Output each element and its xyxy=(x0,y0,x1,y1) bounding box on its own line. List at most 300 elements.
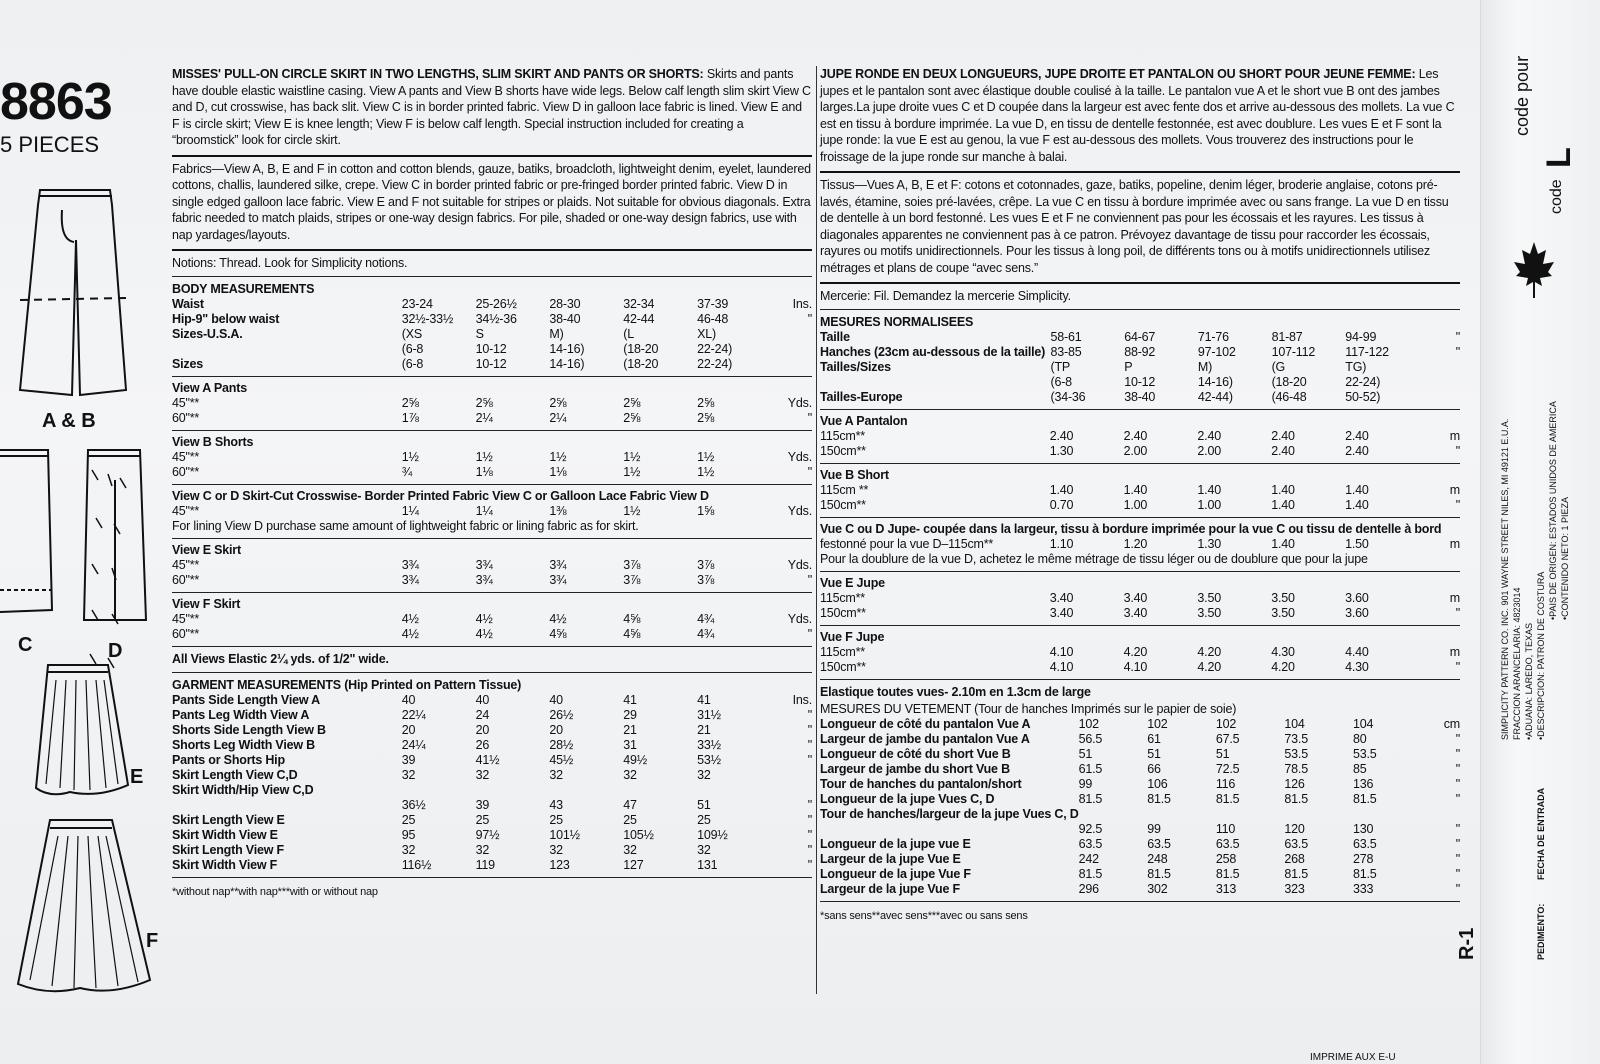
row-value: 3¾ xyxy=(475,558,493,572)
section-title: Vue F Jupe xyxy=(820,630,885,644)
row-value: 4½ xyxy=(475,627,493,641)
row-value: 4.30 xyxy=(1271,645,1295,659)
row-unit xyxy=(771,783,812,798)
row-value: 81.5 xyxy=(1215,867,1240,881)
row-value: 4.10 xyxy=(1049,660,1074,674)
row-label: Largeur de la jupe Vue F xyxy=(820,882,960,896)
row-value: 1⅛ xyxy=(549,465,567,479)
row-value: 1½ xyxy=(697,450,715,464)
row-value: 10-12 xyxy=(475,342,507,356)
row-value: 32-34 xyxy=(623,297,655,311)
section-title: Vue C ou D Jupe- coupée dans la largeur, tissu à bordure imprimée pour la vue C ou tissu de dentelle à bord xyxy=(820,522,1442,536)
row-value: 41½ xyxy=(475,753,500,767)
row-label: 60"** xyxy=(172,573,200,587)
yardage-view-cd-fr xyxy=(820,522,1460,567)
row-label: Taille xyxy=(820,330,850,344)
row-value: 1⅜ xyxy=(549,504,567,518)
row-value xyxy=(476,783,550,798)
row-value xyxy=(1079,807,1148,822)
section-title: View F Skirt xyxy=(172,597,241,611)
row-value: 81.5 xyxy=(1078,867,1103,881)
row-value: 1½ xyxy=(549,450,567,464)
table-row xyxy=(172,312,812,327)
row-value: 26 xyxy=(475,738,490,752)
row-value: 24 xyxy=(475,708,490,722)
yardage-view-f-en xyxy=(172,597,812,642)
row-value: 63.5 xyxy=(1215,837,1240,851)
row-label: 45"** xyxy=(172,396,200,410)
row-value: 242 xyxy=(1078,852,1099,866)
row-unit: " xyxy=(1455,498,1460,512)
row-label: Longueur de la jupe Vue F xyxy=(820,867,971,881)
row-value: 131 xyxy=(697,858,718,872)
row-label: 60"** xyxy=(172,627,200,641)
row-value: 22-24) xyxy=(697,357,733,371)
row-value: (6-8 xyxy=(401,357,424,371)
row-unit: " xyxy=(807,753,812,767)
table-row xyxy=(172,858,812,873)
row-value: 63.5 xyxy=(1353,837,1377,851)
row-unit: " xyxy=(1455,444,1460,458)
row-value: 81.5 xyxy=(1284,867,1308,881)
row-unit: Ins. xyxy=(792,693,812,707)
table-row xyxy=(172,723,812,738)
row-value: 80 xyxy=(1353,732,1367,746)
row-value: 1.40 xyxy=(1197,483,1221,497)
row-value: 1½ xyxy=(475,450,493,464)
row-value: 127 xyxy=(623,858,644,872)
row-value: 32 xyxy=(623,843,637,857)
row-value: 1¼ xyxy=(475,504,493,518)
side-pedimento: PEDIMENTO: xyxy=(1536,903,1546,960)
row-value: 268 xyxy=(1284,852,1305,866)
row-value: 296 xyxy=(1078,882,1099,896)
row-value: 1.00 xyxy=(1123,498,1148,512)
row-value: 119 xyxy=(475,858,495,872)
row-value: (18-20 xyxy=(623,357,659,371)
row-value: 1½ xyxy=(623,504,641,518)
row-value: 1.40 xyxy=(1345,483,1369,497)
row-value: 32 xyxy=(549,843,563,857)
row-value: 10-12 xyxy=(475,357,507,371)
side-descripcion: •DESCRIPCION: PATRON DE COSTURA xyxy=(1536,571,1546,740)
row-value: 4⅝ xyxy=(549,627,567,641)
table-row xyxy=(172,327,812,342)
table-row xyxy=(172,798,812,813)
row-value: 2⅝ xyxy=(623,411,641,425)
side-fraccion: FRACCION ARANCELARIA: 4823014 xyxy=(1512,587,1522,740)
row-label: 150cm** xyxy=(820,444,866,458)
side-contenido: •CONTENIDO NETO: 1 PIEZA xyxy=(1560,496,1570,620)
row-value: M) xyxy=(549,327,564,341)
row-value: 3⅞ xyxy=(697,573,715,587)
row-value: 40 xyxy=(549,693,563,707)
row-value: (18-20 xyxy=(623,342,659,356)
table-row xyxy=(820,345,1460,360)
row-value: 4½ xyxy=(401,612,419,626)
row-unit: " xyxy=(807,813,812,827)
row-value: 2¼ xyxy=(475,411,493,425)
table-row xyxy=(172,573,812,588)
circle-skirt-e-illustration xyxy=(36,665,128,794)
row-value: 110 xyxy=(1215,822,1236,836)
table-row xyxy=(172,843,812,858)
row-value: 1¼ xyxy=(401,504,419,518)
row-value: 126 xyxy=(1284,777,1305,791)
row-value: 42-44) xyxy=(1197,390,1233,404)
row-value: 81.5 xyxy=(1147,792,1171,806)
table-row xyxy=(172,504,812,519)
row-value: 73.5 xyxy=(1284,732,1308,746)
row-value: 51 xyxy=(1147,747,1161,761)
row-value: 20 xyxy=(401,723,416,737)
row-value: 66 xyxy=(1147,762,1161,776)
row-value: 107-112 xyxy=(1271,345,1316,359)
row-value: P xyxy=(1124,360,1133,374)
row-value: 53½ xyxy=(697,753,721,767)
row-unit: " xyxy=(1455,837,1460,851)
table-row xyxy=(172,450,812,465)
row-value: 4½ xyxy=(401,627,419,641)
row-label: Skirt Length View C,D xyxy=(172,768,298,782)
table-row xyxy=(820,360,1460,375)
side-aduana: •ADUANA: LAREDO, TEXAS xyxy=(1524,622,1534,740)
row-value: 14-16) xyxy=(1197,375,1233,389)
row-label: 60"** xyxy=(172,411,200,425)
row-value: 14-16) xyxy=(549,357,585,371)
row-unit: " xyxy=(1455,822,1460,836)
row-value: 21 xyxy=(697,723,711,737)
row-value: 1½ xyxy=(697,465,715,479)
table-row xyxy=(820,717,1460,732)
row-value: 72.5 xyxy=(1215,762,1240,776)
table-row xyxy=(820,645,1460,660)
row-value: 2.40 xyxy=(1345,444,1369,458)
row-label: Hip-9" below waist xyxy=(172,312,280,326)
row-value: 3.50 xyxy=(1197,591,1221,605)
row-value: 88-92 xyxy=(1124,345,1156,359)
row-value: 20 xyxy=(549,723,563,737)
column-divider xyxy=(816,66,817,994)
row-unit: " xyxy=(807,723,812,737)
intro-fr: JUPE RONDE EN DEUX LONGUEURS, JUPE DROITE ET PANTALON OU SHORT POUR JEUNE FEMME: Les jupes et le pantalon sont avec élastique double coulisé à la taille. Le pantalon vue A et le short vue B ont des jambes larges.La jupe droite vues C et D coupée dans la largeur est avec fente dos et arrive au-dessous des mollets. La vue C est en tissu à bordure imprimée. La vue D, en tissu de dentelle festonnée, est avec doublure. Les vues E et F sont la jupe ronde: la vue E est au genou, la vue F est au-dessous des mollets. Vous trouverez des instructions pour le froissage de la jupe ronde sur manche à balai. xyxy=(820,67,1455,164)
row-label: Longueur de côté du pantalon Vue A xyxy=(820,717,1031,731)
row-unit: Yds. xyxy=(787,504,812,518)
table-row xyxy=(820,660,1460,675)
row-value: 25 xyxy=(623,813,637,827)
row-unit: " xyxy=(807,465,812,479)
row-value: 0.70 xyxy=(1049,498,1074,512)
row-label xyxy=(172,798,402,813)
fabrics-fr: Tissus—Vues A, B, E et F: cotons et cotonnades, gaze, batiks, popeline, denim léger, broderie anglaise, cotons pré-lavés, étamine, soies pré-lavées, crêpe. La vue C en tissu à bordure imprimée avec ou sans frange. La vue D en tissu de dentelle à un bord festonné. Les vues E et F ne conviennent pas pour les écossais et les rayures. Les tissus à diagonales apparentes ne conviennent pas à ce patron. Prévoyez davantage de tissu pour raccorder les écossais, rayures ou motifs unidirectionnels. Pour les tissus à long poil, de différents tons ou à motifs unidirectionnels utilisez métrages et plans de coupe “avec sens.” xyxy=(820,178,1449,275)
table-row xyxy=(172,612,812,627)
row-value: XL) xyxy=(697,327,716,341)
row-label: 45"** xyxy=(172,450,200,464)
pants-illustration xyxy=(20,190,126,395)
yardage-view-f-fr xyxy=(820,630,1460,675)
row-value: 3.50 xyxy=(1271,591,1295,605)
row-unit: " xyxy=(1455,330,1460,344)
row-value: 4.20 xyxy=(1271,660,1295,674)
row-value: 1½ xyxy=(623,450,641,464)
row-value: 1.40 xyxy=(1271,483,1295,497)
row-value: 32 xyxy=(475,843,490,857)
row-value: 33½ xyxy=(697,738,721,752)
row-value: (L xyxy=(623,327,634,341)
row-value: 102 xyxy=(1147,717,1168,731)
row-value: 99 xyxy=(1078,777,1093,791)
row-unit: " xyxy=(1455,660,1460,674)
row-value xyxy=(1147,807,1216,822)
row-value: 28-30 xyxy=(549,297,581,311)
row-value: 4.40 xyxy=(1345,645,1369,659)
row-value: 51 xyxy=(1215,747,1230,761)
row-label: Skirt Length View E xyxy=(172,813,285,827)
row-value: 2⅝ xyxy=(697,396,715,410)
row-value: 1.30 xyxy=(1197,537,1221,551)
row-value: (G xyxy=(1271,360,1286,374)
body-measurements-heading-en: BODY MEASUREMENTS xyxy=(172,281,315,296)
row-value: 120 xyxy=(1284,822,1305,836)
row-value: 32 xyxy=(697,768,711,782)
row-value: 24¼ xyxy=(401,738,426,752)
row-value: 58-61 xyxy=(1050,330,1082,344)
table-row xyxy=(820,330,1460,345)
footnote-fr: *sans sens**avec sens***avec ou sans sens xyxy=(820,910,1028,922)
yardage-view-b-fr xyxy=(820,468,1460,513)
row-value: 4.30 xyxy=(1345,660,1369,674)
row-unit: " xyxy=(807,858,812,872)
row-value xyxy=(697,783,771,798)
pattern-number: 8863 xyxy=(0,73,112,131)
section-note: For lining View D purchase same amount of lightweight fabric or lining fabric as for skirt. xyxy=(172,519,639,533)
row-value: 25 xyxy=(697,813,711,827)
row-label: Tailles-Europe xyxy=(820,390,903,404)
table-row xyxy=(820,732,1460,747)
row-value: 4.20 xyxy=(1197,660,1221,674)
row-label: Skirt Width View E xyxy=(172,828,278,842)
row-value: 32 xyxy=(475,768,490,782)
row-unit xyxy=(1419,390,1460,405)
row-value: 1.40 xyxy=(1049,483,1074,497)
row-label: Pants Leg Width View A xyxy=(172,708,310,722)
table-row xyxy=(820,822,1460,837)
row-value: 3.40 xyxy=(1049,591,1074,605)
row-value: 81.5 xyxy=(1215,792,1240,806)
row-value: 71-76 xyxy=(1197,330,1229,344)
row-value: (6-8 xyxy=(401,342,424,356)
table-row xyxy=(820,837,1460,852)
row-value: 63.5 xyxy=(1078,837,1103,851)
row-value: 313 xyxy=(1215,882,1237,896)
row-value: 1½ xyxy=(623,465,641,479)
row-label: 45"** xyxy=(172,504,200,518)
row-value: 2⅝ xyxy=(697,411,715,425)
row-value: 4.10 xyxy=(1049,645,1074,659)
table-row xyxy=(820,537,1460,552)
row-value: 22-24) xyxy=(1345,375,1381,389)
row-label: Shorts Side Length View B xyxy=(172,723,326,737)
row-value: 258 xyxy=(1215,852,1237,866)
row-value: 40 xyxy=(475,693,490,707)
row-unit: " xyxy=(1455,732,1460,746)
view-label-d: D xyxy=(108,640,123,662)
row-value: 23-24 xyxy=(401,297,433,311)
row-label: Sizes xyxy=(172,357,203,371)
table-row xyxy=(172,558,812,573)
table-row xyxy=(172,738,812,753)
french-column xyxy=(820,66,1460,925)
garment-heading-fr: MESURES DU VETEMENT (Tour de hanches Imprimés sur le papier de soie) xyxy=(820,701,1237,716)
row-value: 4¾ xyxy=(697,627,715,641)
row-label: 115cm** xyxy=(820,645,865,659)
row-value: 2.40 xyxy=(1197,429,1221,443)
row-value: 102 xyxy=(1215,717,1237,731)
row-unit: " xyxy=(807,843,812,857)
row-value: 81.5 xyxy=(1353,792,1377,806)
row-unit xyxy=(1419,360,1460,375)
row-value: 3.50 xyxy=(1197,606,1221,620)
table-row xyxy=(820,591,1460,606)
garment-heading-en: GARMENT MEASUREMENTS (Hip Printed on Pattern Tissue) xyxy=(172,677,522,692)
side-code-2: code xyxy=(1548,179,1565,214)
table-row xyxy=(820,444,1460,459)
row-value: 248 xyxy=(1147,852,1168,866)
row-unit: " xyxy=(807,627,812,641)
row-unit: " xyxy=(807,411,812,425)
row-value: 2.40 xyxy=(1271,429,1295,443)
row-unit: " xyxy=(807,312,812,326)
row-value: 2⅝ xyxy=(475,396,493,410)
table-row xyxy=(820,762,1460,777)
table-row xyxy=(172,813,812,828)
row-unit xyxy=(1419,375,1460,390)
row-label: 115cm** xyxy=(820,591,865,605)
row-value: 25 xyxy=(401,813,416,827)
row-label: 60"** xyxy=(172,465,200,479)
section-title: Vue E Jupe xyxy=(820,576,885,590)
row-value: 4½ xyxy=(475,612,493,626)
side-pais: •PAIS DE ORIGEN: ESTADOS UNIDOS DE AMERICA xyxy=(1548,401,1558,620)
table-row xyxy=(172,768,812,783)
row-unit: " xyxy=(807,738,812,752)
table-row xyxy=(172,297,812,312)
row-value: (6-8 xyxy=(1050,375,1072,389)
row-value: 101½ xyxy=(549,828,580,842)
row-value: 14-16) xyxy=(549,342,585,356)
row-value: 116 xyxy=(1215,777,1236,791)
row-value: 3¾ xyxy=(401,573,419,587)
yardage-view-e-en xyxy=(172,543,812,588)
row-label: Largeur de jambe du short Vue B xyxy=(820,762,1010,776)
row-label: Skirt Length View F xyxy=(172,843,284,857)
side-company: SIMPLICITY PATTERN CO. INC. 901 WAYNE STREET NILES, MI 49121 E.U.A. xyxy=(1500,418,1510,740)
row-value: TG) xyxy=(1345,360,1367,374)
row-label: Tailles/Sizes xyxy=(820,360,891,374)
row-value: 2.40 xyxy=(1123,429,1148,443)
table-row xyxy=(172,828,812,843)
garment-measurements-table-en xyxy=(172,693,812,873)
row-unit: " xyxy=(1455,792,1460,806)
row-value: 4.20 xyxy=(1197,645,1221,659)
row-label: Longueur de la jupe Vues C, D xyxy=(820,792,995,806)
row-value: 25 xyxy=(549,813,563,827)
row-unit: " xyxy=(807,708,812,722)
row-value xyxy=(549,783,623,798)
row-label: Longueur de la jupe vue E xyxy=(820,837,971,851)
pieces-count: 5 PIECES xyxy=(0,132,100,157)
row-label: Pants Side Length View A xyxy=(172,693,321,707)
table-row xyxy=(172,693,812,708)
body-measurements-table-en xyxy=(172,297,812,372)
printed-in: IMPRIME AUX E-U xyxy=(1310,1052,1396,1063)
yardage-view-cd-en xyxy=(172,489,812,534)
yardage-view-a-fr xyxy=(820,414,1460,459)
table-row xyxy=(172,627,812,642)
row-value: 3¾ xyxy=(549,558,567,572)
row-label: Waist xyxy=(172,297,204,311)
row-value: 2⅝ xyxy=(549,396,567,410)
row-value: 22-24) xyxy=(697,342,733,356)
row-value: 25 xyxy=(475,813,490,827)
row-label: Tour de hanches du pantalon/short xyxy=(820,777,1022,791)
row-label: Shorts Leg Width View B xyxy=(172,738,315,752)
row-value: 53.5 xyxy=(1284,747,1308,761)
table-row xyxy=(820,807,1460,822)
row-value: (18-20 xyxy=(1271,375,1307,389)
row-value: 94-99 xyxy=(1345,330,1377,344)
row-value: 278 xyxy=(1353,852,1374,866)
row-value xyxy=(1216,807,1285,822)
section-title: Vue A Pantalon xyxy=(820,414,908,428)
row-label: 150cm** xyxy=(820,606,866,620)
row-value xyxy=(1353,807,1422,822)
row-value: 21 xyxy=(623,723,637,737)
row-value: 4.20 xyxy=(1123,645,1148,659)
row-value: 42-44 xyxy=(623,312,655,326)
body-measurements-heading-fr: MESURES NORMALISEES xyxy=(820,314,974,329)
row-value: 1.40 xyxy=(1345,498,1369,512)
row-value: 56.5 xyxy=(1078,732,1103,746)
row-unit: Yds. xyxy=(787,450,812,464)
table-row xyxy=(820,498,1460,513)
row-value: 29 xyxy=(623,708,637,722)
row-value: 117-122 xyxy=(1345,345,1389,359)
row-value: 83-85 xyxy=(1050,345,1082,359)
elastic-en: All Views Elastic 2¼ yds. of 1/2" wide. xyxy=(172,652,389,666)
row-unit: m xyxy=(1449,591,1460,605)
row-unit: m xyxy=(1449,483,1460,497)
table-row xyxy=(172,465,812,480)
row-label: 45"** xyxy=(172,558,200,572)
row-value: 39 xyxy=(401,753,416,767)
row-value: 43 xyxy=(549,798,563,812)
row-value: 102 xyxy=(1078,717,1099,731)
row-unit xyxy=(771,327,812,342)
row-value: 1.40 xyxy=(1271,498,1295,512)
row-value: 2.00 xyxy=(1197,444,1221,458)
row-value: 22¼ xyxy=(401,708,426,722)
row-unit: " xyxy=(1455,882,1460,896)
row-value: 32 xyxy=(549,768,563,782)
row-value: 49½ xyxy=(623,753,647,767)
row-value: 302 xyxy=(1147,882,1168,896)
row-unit xyxy=(1422,807,1460,822)
row-unit: Yds. xyxy=(787,612,812,626)
footnote-en: *without nap**with nap***with or without nap xyxy=(172,886,378,898)
row-value: ¾ xyxy=(401,465,412,479)
row-value: 81.5 xyxy=(1078,792,1103,806)
